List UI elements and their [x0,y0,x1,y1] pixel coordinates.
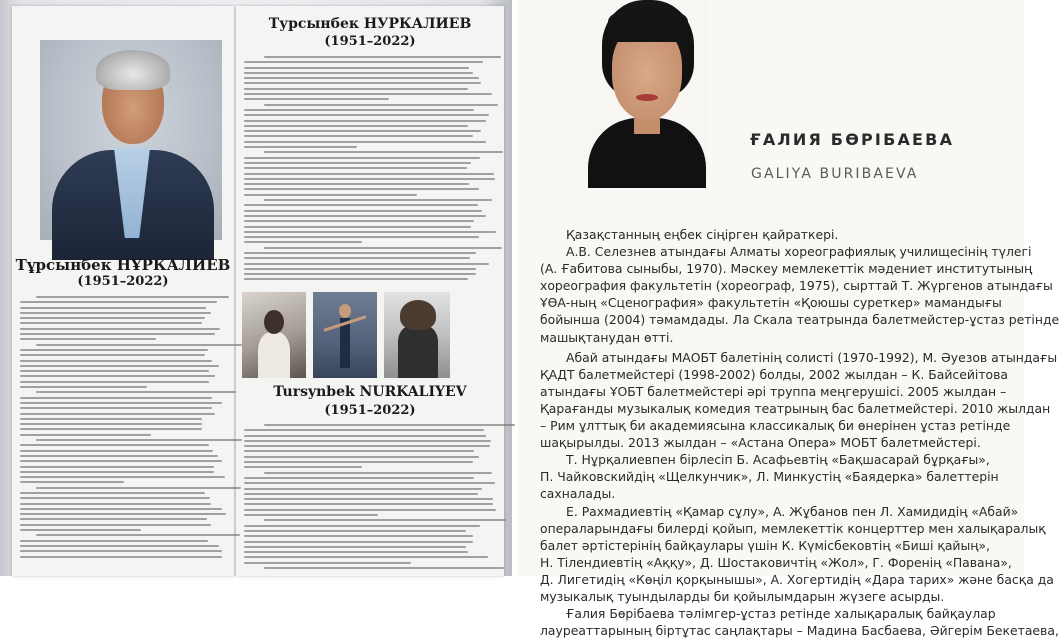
poster-text-line [20,365,219,367]
bio-line: Е. Рахмадиевтің «Қамар сұлу», А. Жұбанов пен Л. Хамидидің «Абай» [566,503,1019,519]
poster-text-line [244,88,468,90]
poster-text-line [244,440,491,442]
poster-text-line [20,444,209,446]
poster-text-line [20,518,207,520]
poster-text-line [20,428,202,430]
poster-text-line [244,541,473,543]
bio-line: А.В. Селезнев атындағы Алматы хореографиялық училищесінің түлегі [566,244,1032,260]
poster-text-line [244,482,495,484]
poster-text-line [36,391,236,393]
poster-text-line [20,455,218,457]
poster-title-en: Tursynbek NURKALIYEV [273,384,467,400]
bio-line: ҚАДТ балетмейстері (1998-2002) болды, 2002 жылдан – К. Байсейітова [540,366,1009,382]
poster-text-line [20,497,210,499]
poster-text-line [244,435,486,437]
poster-text-line [244,61,483,63]
poster-text-line [36,439,241,441]
poster-text-line [20,328,220,330]
poster-text-line [20,540,208,542]
ballet-photo [242,292,306,378]
poster-text-line [20,407,212,409]
poster-text-line [244,67,469,69]
poster-text-line [244,241,362,243]
poster-text-line [244,450,474,452]
poster-text-line [244,162,471,164]
poster-text-line [244,204,478,206]
poster-text-line [264,567,503,569]
poster-text-line [20,513,226,515]
poster-text-line [20,386,147,388]
ballet-photo [384,292,450,378]
poster-text-line [20,413,215,415]
poster-text-line [244,503,493,505]
poster-text-line [244,525,480,527]
poster-text-line [244,135,473,137]
poster-text-line [244,231,496,233]
bio-line: машықтанудан өтті. [540,329,674,345]
poster-text-line [20,397,212,399]
book-page [518,0,1059,639]
person-name-kz: ҒАЛИЯ БӨРІБАЕВА [750,130,955,149]
poster-text-line [20,354,205,356]
poster-text-line [264,199,491,201]
poster-text-line [264,56,501,58]
poster-text-line [244,130,481,132]
bio-line: (А. Ғабитова сыныбы, 1970). Мәскеу мемлекеттік мәдениет институтының [540,261,1033,277]
bio-line: П. Чайковскийдің «Щелкунчик», Л. Минкустің «Баядерка» балеттерін [540,469,999,485]
poster-text-line [20,476,225,478]
poster-text-line [20,322,202,324]
poster-text-line [264,247,502,249]
bio-line: Қазақстанның еңбек сіңірген қайраткері. [566,227,839,242]
poster-text-line [264,472,492,474]
poster-text-line [264,151,503,153]
poster-text-line [244,278,468,280]
poster-text-line [20,460,222,462]
poster-text-line [244,488,482,490]
poster-text-line [244,514,378,516]
poster-text-line [264,104,498,106]
poster-text-line [244,236,479,238]
poster-text-line [36,344,241,346]
poster-text-line [244,252,476,254]
poster-years-kz: (1951–2022) [77,274,169,289]
poster-text-line [244,98,389,100]
poster-text-line [244,194,417,196]
poster-text-line [20,301,217,303]
poster-text-line [20,418,202,420]
poster-text-line [244,210,482,212]
portrait-photo-man [40,40,222,240]
poster-text-line [244,273,476,275]
poster-text-line [20,481,124,483]
poster-text-line [244,178,495,180]
poster-text-line [244,120,486,122]
poster-title-ru: Турсынбек НУРКАЛИЕВ [268,16,472,32]
poster-text-line [244,77,479,79]
poster-text-line [244,167,467,169]
poster-text-line [244,109,474,111]
bio-line: Абай атындағы МАОБТ балетінің солисті (1970-1992), М. Әуезов атындағы [566,349,1058,365]
poster-text-line [244,556,488,558]
poster-text-line [20,466,214,468]
bio-line: балет әртістерінің байқаулары үшін К. Күмісбековтің «Биші қайың», [540,537,990,553]
bio-line: лауреаттарының біртұтас саңлақтары – Мадина Басбаева, Әйгерім Бекетаева, [540,623,1059,639]
poster-text-kz [20,296,226,561]
poster-text-line [244,498,493,500]
poster-text-line [244,183,469,185]
poster-text-line [20,423,202,425]
poster-text-line [244,146,357,148]
poster-text-line [20,312,211,314]
poster-text-line [36,534,239,536]
bio-line: атындағы ҰОБТ балетмейстері әрі труппа меңгерушісі. 2005 жылдан – [540,383,1007,399]
poster-text-line [20,349,208,351]
poster-text-line [264,424,515,426]
poster-text-line [20,307,206,309]
poster-text-line [244,93,492,95]
poster-text-line [20,545,219,547]
poster-text-line [20,508,222,510]
poster-text-line [20,503,211,505]
poster-text-line [244,215,486,217]
poster-photo [0,0,512,576]
poster-text-line [20,333,215,335]
poster-text-line [244,477,474,479]
poster-text-line [20,556,222,558]
poster-text-line [20,550,222,552]
poster-text-line [244,157,480,159]
poster-text-line [244,456,479,458]
poster-text-line [244,509,496,511]
poster-text-line [244,466,362,468]
ballet-photo [313,292,377,378]
poster-text-line [264,519,505,521]
poster-text-line [20,492,205,494]
poster-text-line [36,296,228,298]
poster-text-line [20,370,209,372]
poster-text-line [244,188,479,190]
poster-text-line [20,402,222,404]
poster-years-ru: (1951–2022) [324,34,416,49]
poster-text-line [20,317,205,319]
poster-text-line [20,381,209,383]
bio-line: ҰӨА-ның «Сценография» факультетін «Қоюшы суреткер» мамандығы [540,295,1002,311]
bio-line: операларындағы билерді қойып, мемлекеттік концерттер мен халықаралық [540,520,1046,536]
poster-text-line [244,530,466,532]
bio-line: – Рим ұлттық би академиясына классикалық би өнерінен ұстаз ретінде [540,418,1011,434]
poster-text-line [244,125,468,127]
poster-text-line [244,114,489,116]
bio-line: Т. Нұрқалиевпен бірлесіп Б. Асафьевтің «Бақшасарай бұрқағы», [566,452,990,468]
poster-title-kz: Тұрсынбек НҰРКАЛИЕВ [15,256,231,274]
poster-text-line [244,551,468,553]
poster-text-line [20,450,213,452]
poster-text-line [20,338,156,340]
poster-text-line [244,141,486,143]
poster-text-line [244,562,411,564]
person-name-en: GALIYA BURIBAEVA [751,166,919,182]
bio-line: Д. Лигетидің «Көңіл қорқынышы», А. Хогертидің «Дара тарих» және басқа да [540,571,1054,587]
poster-text-line [244,445,490,447]
poster-text-line [20,529,141,531]
poster-text-line [244,82,481,84]
poster-text-line [244,226,471,228]
poster-text-en [244,424,496,572]
bio-line: Н. Тілендиевтің «Аққу», Д. Шостаковичтің «Жол», Г. Форенің «Павана», [540,554,1012,570]
bio-line: хореография факультетін (хореограф, 1975), сырттай Т. Жүргенов атындағы [540,278,1053,294]
poster-text-line [20,360,212,362]
portrait-photo-woman [584,0,708,180]
poster-text-line [244,546,466,548]
bio-line: шақырылды. 2013 жылдан – «Астана Опера» МОБТ балетмейстері. [540,435,981,451]
poster-text-line [36,487,241,489]
poster-text-line [20,375,215,377]
bio-line: Қарағанды музыкалық комедия театрының бас балетмейстері. 2010 жылдан [540,400,1051,416]
poster-text-line [244,72,473,74]
poster-text-line [244,493,478,495]
bio-line: музыкалық туындыларды би қойылымдарын жүзеге асырды. [540,588,945,604]
poster-text-line [244,220,474,222]
poster-years-en: (1951–2022) [324,403,416,418]
poster-text-line [20,471,214,473]
poster-text-ru [244,56,496,284]
biography-text [540,226,1059,639]
poster-text-line [244,535,473,537]
poster-text-line [244,461,473,463]
poster-text-line [244,257,470,259]
bio-line: бойынша (2004) тәмамдады. Ла Скала театрында балетмейстер-ұстаз ретінде [540,312,1059,328]
bio-line: Ғалия Бөрібаева тәлімгер-ұстаз ретінде халықаралық байқаулар [566,606,996,622]
poster-text-line [244,429,484,431]
poster-text-line [20,434,151,436]
poster-text-line [244,263,489,265]
bio-line: сахналады. [540,486,616,502]
poster-text-line [244,268,476,270]
poster-text-line [20,524,211,526]
poster-text-line [244,173,494,175]
